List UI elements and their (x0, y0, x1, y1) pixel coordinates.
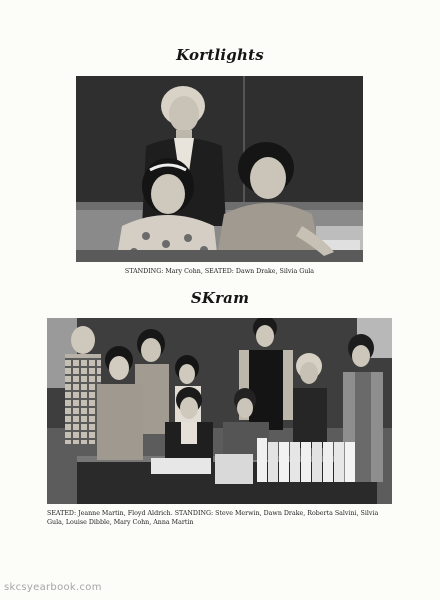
skram-group-photo (47, 318, 392, 504)
section-title-skram: SKram (190, 289, 250, 307)
kortlights-caption: STANDING: Mary Cohn, SEATED: Dawn Drake, Silvia Gula (124, 268, 315, 275)
watermark-text: skcsyearbook.com (4, 582, 102, 593)
skram-caption: SEATED: Jeanne Martin, Floyd Aldrich. STANDING: Steve Merwin, Dawn Drake, Roberta Salvini, Silvia Gula, Louise Dibble, Mary Cohn, Anna Martin (47, 510, 379, 526)
section-title-kortlights: Kortlights (176, 46, 264, 64)
kortlights-group-photo (76, 76, 363, 262)
